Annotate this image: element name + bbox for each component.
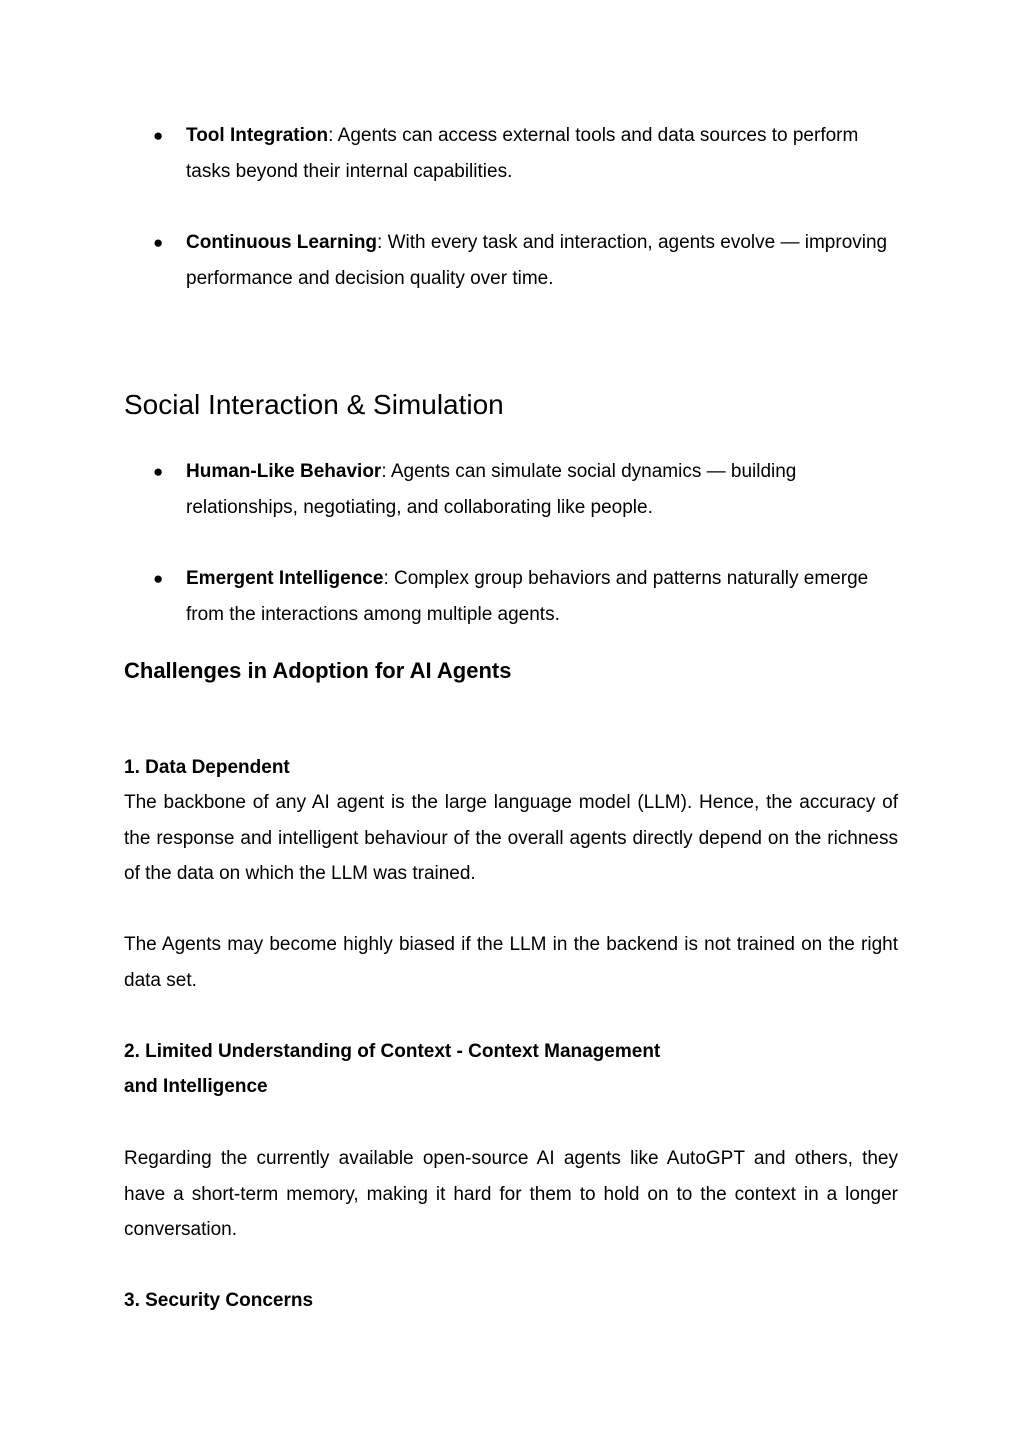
bullet-list-social-2 <box>124 561 898 632</box>
bullet-text: : With every task and interaction, agents evolve — improving performance and decision quality over time. <box>186 232 888 289</box>
bullet-icon: ● <box>153 126 164 145</box>
bullet-icon: ● <box>153 569 164 588</box>
subheading-context-line2: and Intelligence <box>124 1076 268 1097</box>
paragraph: The Agents may become highly biased if the LLM in the backend is not trained on the right data set. <box>124 934 898 991</box>
bullet-text: : Complex group behaviors and patterns naturally emerge from the interactions among multiple agents. <box>186 568 869 625</box>
paragraph: Regarding the currently available open-source AI agents like AutoGPT and others, they have a short-term memory, making it hard for them to hold on to the context in a longer conversation. <box>124 1148 898 1240</box>
section-heading-social: Social Interaction & Simulation <box>124 389 504 420</box>
bullet-icon: ● <box>153 462 164 481</box>
bullet-term: Continuous Learning <box>186 232 378 253</box>
list-item <box>124 454 898 525</box>
bullet-list-social <box>124 454 898 525</box>
bullet-icon: ● <box>153 233 164 252</box>
section-heading-challenges: Challenges in Adoption for AI Agents <box>124 658 512 683</box>
list-item <box>124 225 898 296</box>
subheading-context-line1: 2. Limited Understanding of Context - Context Management <box>124 1041 661 1062</box>
bullet-term: Tool Integration <box>186 125 329 146</box>
subheading-data-dependent: 1. Data Dependent <box>124 757 290 778</box>
list-item <box>124 561 898 632</box>
bullet-text: : Agents can simulate social dynamics — building relationships, negotiating, and collaborating like people. <box>186 461 797 518</box>
subheading-security: 3. Security Concerns <box>124 1290 314 1311</box>
bullet-list-top <box>124 118 898 189</box>
bullet-text: : Agents can access external tools and data sources to perform tasks beyond their internal capabilities. <box>186 125 859 182</box>
paragraph: The backbone of any AI agent is the large language model (LLM). Hence, the accuracy of the response and intelligent behaviour of the overall agents directly depend on the richness of the data on which the LLM was trained. <box>124 792 898 884</box>
bullet-term: Emergent Intelligence <box>186 568 384 589</box>
bullet-term: Human-Like Behavior <box>186 461 382 482</box>
bullet-list-top-2 <box>124 225 898 296</box>
list-item <box>124 118 898 189</box>
